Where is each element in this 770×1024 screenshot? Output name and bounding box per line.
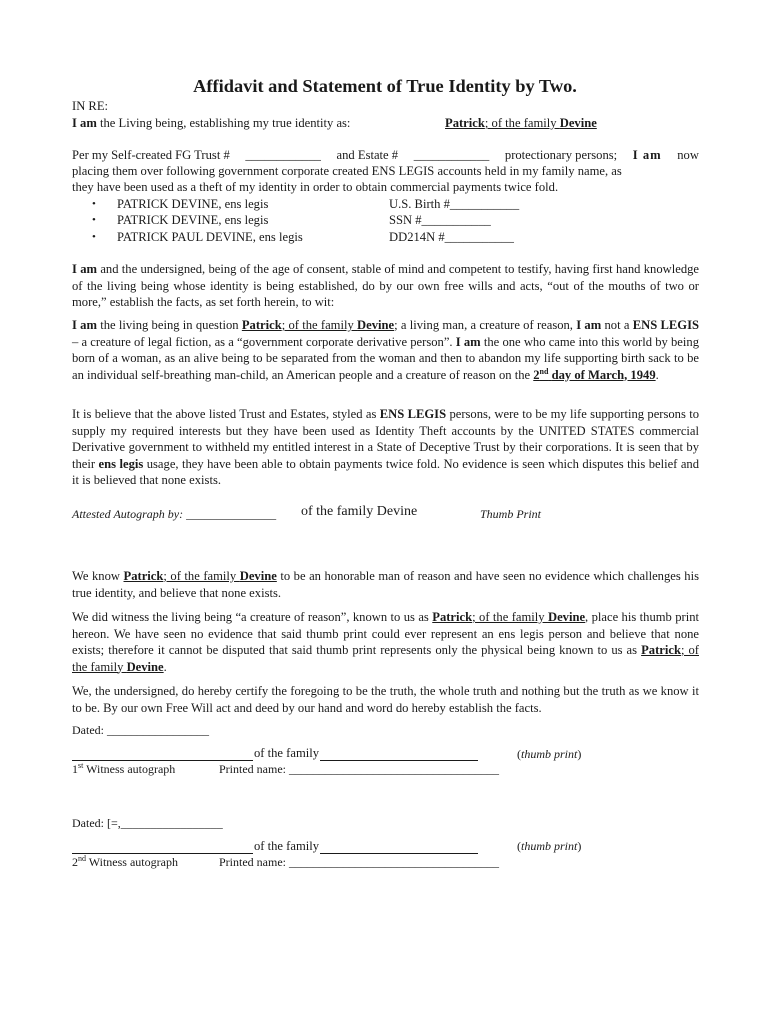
estate-number-blank: ____________	[413, 148, 490, 162]
trust-line-2: placing them over following government corporate created ENS LEGIS accounts held in my family name, as	[72, 164, 622, 178]
i-am: I am	[72, 116, 97, 130]
bullet-icon: •	[92, 198, 96, 210]
witness-autograph-label: 2nd Witness autograph	[72, 854, 178, 869]
attested-autograph-label: Attested Autograph by: _______________	[72, 507, 277, 521]
account-ref: DD214N #___________	[389, 230, 514, 244]
witness-paragraph: We did witness the living being “a creature of reason”, known to us as Patrick; of the family Devine, place his thumb print hereon. We have seen no evidence that said thumb print could ever represent an ens legis person and believe that none exists; therefore it cannot be disputed that said thumb print represents only the physical being known to us as Patrick; of the family Devine.	[72, 610, 700, 674]
document-title: Affidavit and Statement of True Identity by Two.	[193, 76, 577, 96]
of-the-family-label: of the family	[254, 746, 320, 760]
account-ref: U.S. Birth #___________	[389, 197, 520, 211]
of-the-family-label: of the family	[254, 839, 320, 853]
thumb-print-label: Thumb Print	[480, 507, 542, 521]
account-name: PATRICK PAUL DEVINE, ens legis	[117, 230, 303, 244]
we-know-paragraph: We know Patrick; of the family Devine to be an honorable man of reason and have seen no evidence which challenges his true identity, and believe that none exists.	[72, 569, 699, 600]
printed-name-field: Printed name: ___________________________________	[219, 762, 499, 776]
living-being-paragraph: I am the living being in question Patrick; of the family Devine; a living man, a creature of reason, I am not a ENS LEGIS – a creature of legal fiction, as a “government corporate derivative person”. I am the one who came into this world by being born of a woman, as an alive being to be separated from the woman and then to abandon my life supporting birth sack to be an individual self-breathing man-child, an American people and a creature of reason on the 2nd day of March, 1949.	[72, 318, 700, 382]
account-name: PATRICK DEVINE, ens legis	[117, 197, 269, 211]
trust-number-blank: ____________	[245, 148, 321, 162]
consent-paragraph: I am and the undersigned, being of the age of consent, stable of mind and competent to testify, having first hand knowledge of the living being whose identity is being established, do by our own free wills and acts, “out of the mouths of two or more,” establish the facts, as set forth herein, to wit:	[72, 262, 699, 309]
belief-paragraph: It is believe that the above listed Trust and Estates, styled as ENS LEGIS persons, were to be my life supporting persons to supply my required interests but they have been used as Identity Theft accounts by the UNITED STATES commercial Derivative government to withheld my entitled interest in a State of Deceptive Trust by their corporations. It is seen that by their ens legis usage, they have been able to obtain payments twice fold. No evidence is seen which disputes this belief and it is believed that none exists.	[72, 407, 700, 487]
intro-identity: Patrick; of the family Devine	[445, 116, 597, 130]
thumb-print-label: (thumb print)	[517, 839, 582, 853]
dated-field: Dated: [=,_________________	[72, 816, 223, 830]
account-name: PATRICK DEVINE, ens legis	[117, 213, 269, 227]
thumb-print-label: (thumb print)	[517, 747, 582, 761]
family-name: Devine	[559, 116, 597, 130]
attested-family: of the family Devine	[301, 504, 418, 519]
printed-name-field: Printed name: ___________________________________	[219, 855, 499, 869]
certify-paragraph: We, the undersigned, do hereby certify the foregoing to be the truth, the whole truth and nothing but the truth as we know it to be. By our own Free Will act and deed by our hand and word do hereby establish the facts.	[72, 684, 699, 715]
birth-date: 2nd day of March, 1949	[533, 366, 656, 382]
in-re-label: IN RE:	[72, 99, 109, 113]
first-name: Patrick	[445, 116, 485, 130]
witness-autograph-label: 1st Witness autograph	[72, 761, 176, 776]
intro-text: the Living being, establishing my true identity as:	[100, 116, 351, 130]
trust-line-3: they have been used as a theft of my identity in order to obtain commercial payments twice fold.	[72, 180, 559, 194]
trust-line-1: Per my Self-created FG Trust # ____________ and Estate # ____________ protectionary persons; I am now	[72, 148, 699, 162]
bullet-icon: •	[92, 214, 96, 226]
intro-line	[72, 115, 350, 132]
account-ref: SSN #___________	[389, 213, 491, 227]
dated-field: Dated: _________________	[72, 723, 209, 737]
bullet-icon: •	[92, 231, 96, 243]
